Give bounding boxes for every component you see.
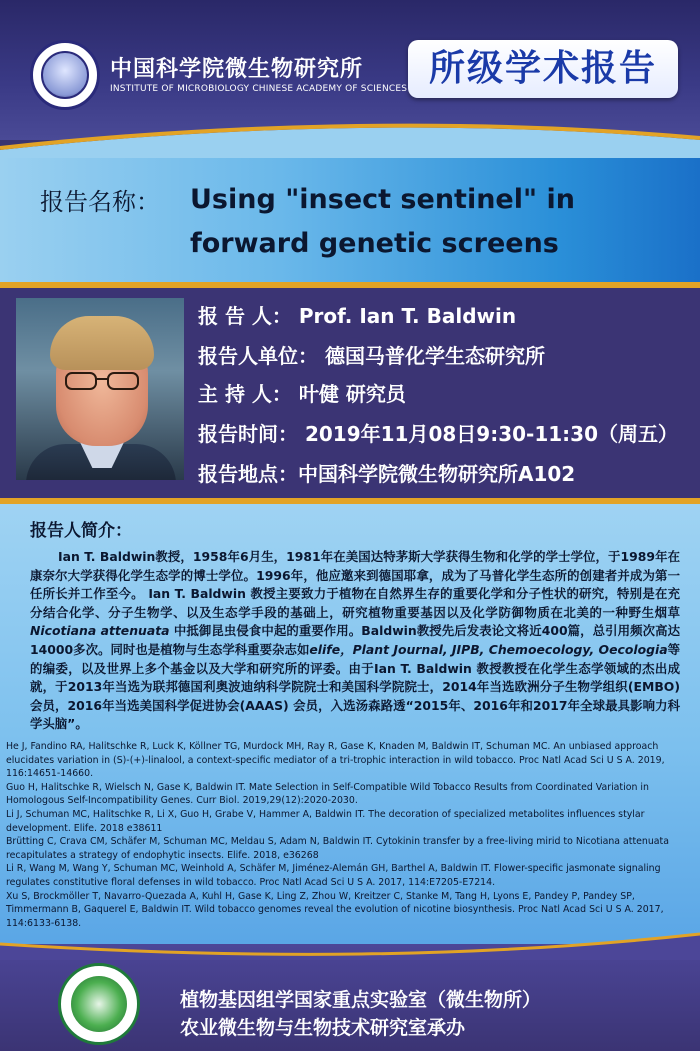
place-row: 报告地点：中国科学院微生物研究所A102 xyxy=(198,462,576,486)
speaker-row: 报 告 人： Prof. Ian T. Baldwin xyxy=(198,304,517,328)
organizer-line-2: 农业微生物与生物技术研究室承办 xyxy=(180,1017,466,1039)
reference-item: Brütting C, Crava CM, Schäfer M, Schuman MC, Meldau S, Adam N, Baldwin IT. Cytokinin transfer by a free-living mirid to Nicotiana attenuata recapitulates a strategy of endophytic insects. Elife. 2018, e36268 xyxy=(6,836,669,861)
institute-name-cn: 中国科学院微生物研究所 xyxy=(110,57,364,82)
host-row: 主 持 人： 叶健 研究员 xyxy=(198,382,406,406)
report-title: Using "insect sentinel" in forward genetic screens xyxy=(190,184,575,259)
time-row: 报告时间： 2019年11月08日9:30-11:30（周五） xyxy=(198,422,678,446)
reference-item: He J, Fandino RA, Halitschke R, Luck K, Köllner TG, Murdock MH, Ray R, Gase K, Knaden M, Baldwin IT, Schuman MC. An unbiased approach elucidates variation in (S)-(+)-linalool, a context-specific mediator of a tri-trophic interaction in wild tobacco. Proc Natl Acad Sci U S A. 2019, 116:14651-14660. xyxy=(6,741,665,780)
badge-label: 所级学术报告 xyxy=(428,48,657,89)
journal-list: elife，Plant Journal, JIPB, Chemoecology, Oecologia xyxy=(309,641,668,657)
institute-name-en: INSTITUTE OF MICROBIOLOGY CHINESE ACADEMY OF SCIENCES xyxy=(110,84,408,94)
report-type-badge xyxy=(408,40,678,98)
bio-title: 报告人简介： xyxy=(30,521,132,541)
dna-leaf-icon xyxy=(71,976,127,1032)
species-name: Nicotiana attenuata xyxy=(30,623,170,639)
reference-list xyxy=(6,740,694,930)
reference-item: Guo H, Halitschke R, Wielsch N, Gase K, Baldwin IT. Mate Selection in Self-Compatible Wild Tobacco Results from Coordinated Variation in Homologous Self-Incompatibility Genes. Curr Biol. 2019,29(12):2020-2030. xyxy=(6,781,649,807)
lab-logo xyxy=(58,963,140,1045)
speaker-photo xyxy=(16,298,184,480)
logo-emblem-icon xyxy=(41,51,89,99)
reference-item: Li R, Wang M, Wang Y, Schuman MC, Weinhold A, Schäfer M, Jiménez-Alemán GH, Barthel A, Baldwin IT. Flower-specific jasmonate signaling regulates constitutive floral defenses in wild tobacco. Proc Natl Acad Sci U S A. 2017, 114:E7205-E7214. xyxy=(6,863,661,888)
bio-paragraph: Ian T. Baldwin教授，1958年6月生，1981年在美国达特茅斯大学获得生物和化学的学士学位，于1989年在康奈尔大学获得化学生态学的博士学位。1996年，他应邀来到德国耶拿，成为了马普化学生态所的创建者并成为第一任所长并工作至今。 Ian T. Baldwin 教授主要致力于植物在自然界生存的重要化学和分子性状的研究，特别是在充分结合化学、分子生物学、以及生态学手段的基础上，研究植物重要基因以及化学防御物质在北美的一种野生烟草Nicotiana attenuata 中抵御昆虫侵食中起的重要作用。Baldwin教授先后发表论文将近400篇，总引用频次高达14000多次。同时也是植物与生态学科重要杂志如elife，Plant Journal, JIPB, Chemoecology, Oecologia等的编委，以及世界上多个基金以及大学和研究所的评委。由于Ian T. Baldwin 教授教授在化学生态学领域的杰出成就，于2013年当选为联邦德国利奥波迪纳科学院院士和美国科学院院士，2014年当选欧洲分子生物学组织(EMBO)会员，2016年当选美国科学促进协会(AAAS) 会员，入选汤森路透“2015年、2016年和2017年全球最具影响力科学头脑”。 xyxy=(30,549,681,732)
institute-logo xyxy=(30,40,100,110)
speaker-unit-row: 报告人单位： 德国马普化学生态研究所 xyxy=(198,344,545,368)
organizer-line-1: 植物基因组学国家重点实验室（微生物所） xyxy=(180,989,542,1011)
footer-swoosh-decoration xyxy=(0,930,700,960)
reference-item: Xu S, Brockmöller T, Navarro-Quezada A, Kuhl H, Gase K, Ling Z, Zhou W, Kreitzer C, Stanke M, Tang H, Lyons E, Pandey P, Pandey SP, Timmermann B, Gaquerel E, Baldwin IT. Wild tobacco genomes reveal the evolution of nicotine biosynthesis. Proc Natl Acad Sci U S A. 2017, 114:6133-6138. xyxy=(6,890,664,929)
report-title-label: 报告名称： xyxy=(40,188,160,216)
header-swoosh-decoration xyxy=(0,118,700,158)
reference-item: Li J, Schuman MC, Halitschke R, Li X, Guo H, Grabe V, Hammer A, Baldwin IT. The decoration of specialized metabolites influences stylar development. Elife. 2018 e38611 xyxy=(6,808,645,834)
